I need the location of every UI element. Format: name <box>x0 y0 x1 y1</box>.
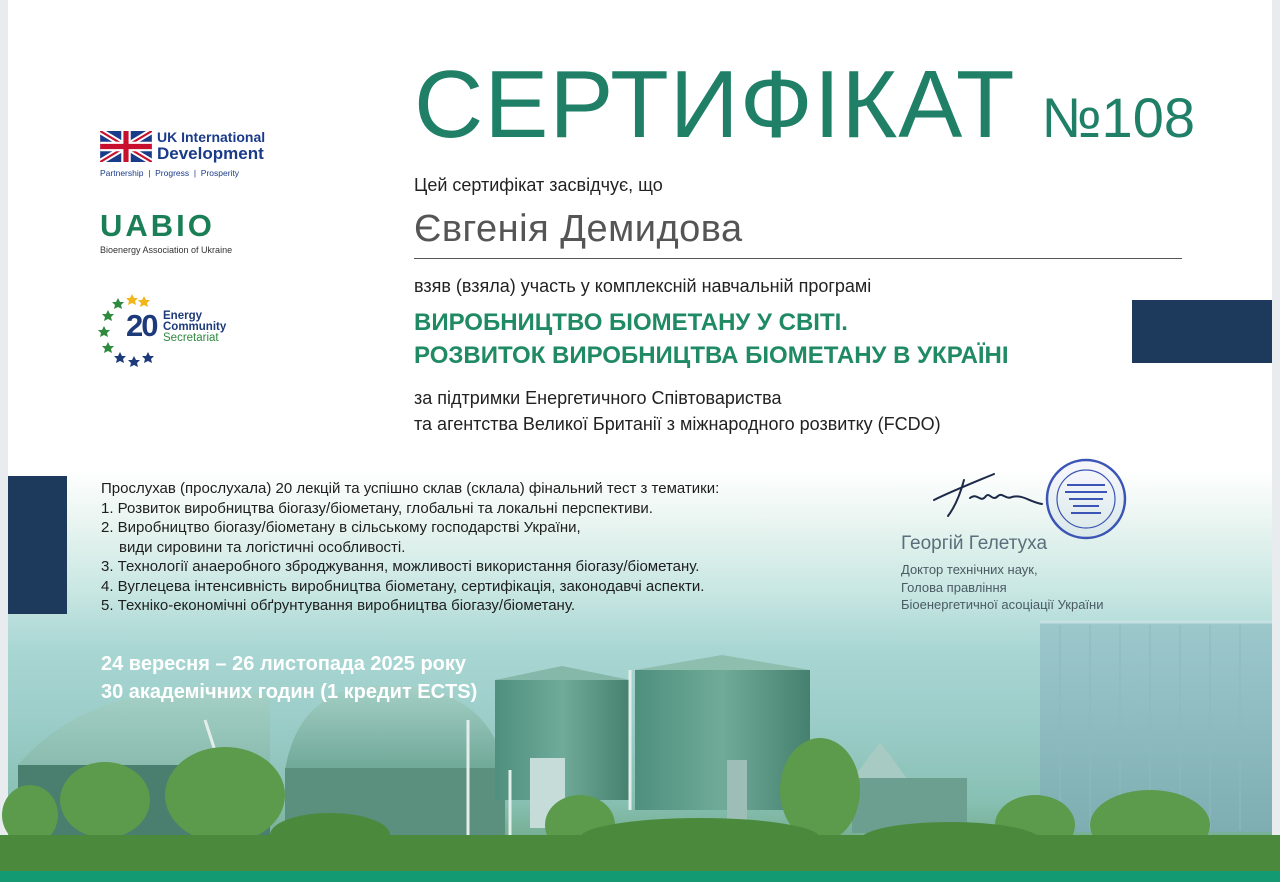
participation-text: взяв (взяла) участь у комплексній навчальній програмі <box>414 276 872 296</box>
date-period: 24 вересня – 26 листопада 2025 року <box>101 653 467 675</box>
uk-logo-line-1: UK International <box>157 129 266 145</box>
biogas-plant-illustration <box>0 600 1280 882</box>
list-item: 1. Розвиток виробництва біогазу/біометану, глобальні та локальні перспективи. <box>101 499 653 517</box>
bottom-stripe <box>0 871 1280 882</box>
signatory-line-1: Доктор технічних наук, <box>901 562 1038 577</box>
intro-text: Цей сертифікат засвідчує, що <box>414 175 663 195</box>
list-item: 3. Технології анаеробного зброджування, можливості використання біогазу/біометану. <box>101 558 700 575</box>
academic-hours: 30 академічних годин (1 кредит ECTS) <box>101 681 478 703</box>
uabio-logo <box>100 208 232 255</box>
signatory-title <box>901 561 1104 614</box>
program-title <box>414 306 1009 372</box>
list-item: 5. Техніко-економічні обґрунтування виробництва біогазу/біометану. <box>101 597 576 614</box>
navy-accent-bar <box>8 476 67 614</box>
program-dates <box>101 650 477 706</box>
energy-community-line-1: Energy <box>163 310 202 322</box>
name-underline <box>414 258 1182 259</box>
topics-intro: Прослухав (прослухала) 20 лекцій та успішно склав (склала) фінальний тест з тематики: <box>101 480 720 497</box>
list-item: 2. Виробництво біогазу/біометану в сільському господарстві України, <box>101 519 581 536</box>
signatory-name: Георгій Гелетуха <box>901 533 1048 554</box>
support-line-2: та агентства Великої Британії з міжнародного розвитку (FCDO) <box>414 414 941 434</box>
title-word: СЕРТИФІКАТ <box>414 51 1016 158</box>
uabio-logo-subtitle: Bioenergy Association of Ukraine <box>100 245 233 255</box>
list-item: 4. Вуглецева інтенсивність виробництва біометану, сертифікація, законодавчі аспекти. <box>101 577 705 595</box>
support-line-1: за підтримки Енергетичного Співтовариства <box>414 388 782 408</box>
navy-accent-bar <box>1132 300 1272 363</box>
program-line-2: РОЗВИТОК ВИРОБНИЦТВА БІОМЕТАНУ В УКРАЇНІ <box>414 342 1009 369</box>
energy-community-line-3: Secretariat <box>163 332 219 344</box>
uk-logo-line-2: Development <box>157 144 264 163</box>
signatory-line-3: Біоенергетичної асоціації України <box>901 597 1104 612</box>
signatory-line-2: Голова правління <box>901 579 1007 595</box>
topics-list <box>101 479 719 616</box>
support-text <box>414 385 941 437</box>
handwritten-signature <box>930 470 1045 525</box>
energy-community-logo <box>98 292 238 367</box>
union-jack-flag-icon <box>100 131 152 162</box>
energy-community-line-2: Community <box>163 321 227 333</box>
uk-logo-tagline: Partnership | Progress | Prosperity <box>100 168 240 178</box>
certificate-number: №108 <box>1041 86 1195 149</box>
certificate-title <box>414 50 1195 160</box>
energy-community-number: 20 <box>126 308 157 343</box>
program-line-1: ВИРОБНИЦТВО БІОМЕТАНУ У СВІТІ. <box>414 309 848 336</box>
round-stamp-icon <box>1045 458 1127 540</box>
uabio-logo-name: UABIO <box>100 208 215 243</box>
recipient-name: Євгенія Демидова <box>414 208 743 250</box>
list-item: види сировини та логістичні особливості. <box>119 538 406 556</box>
